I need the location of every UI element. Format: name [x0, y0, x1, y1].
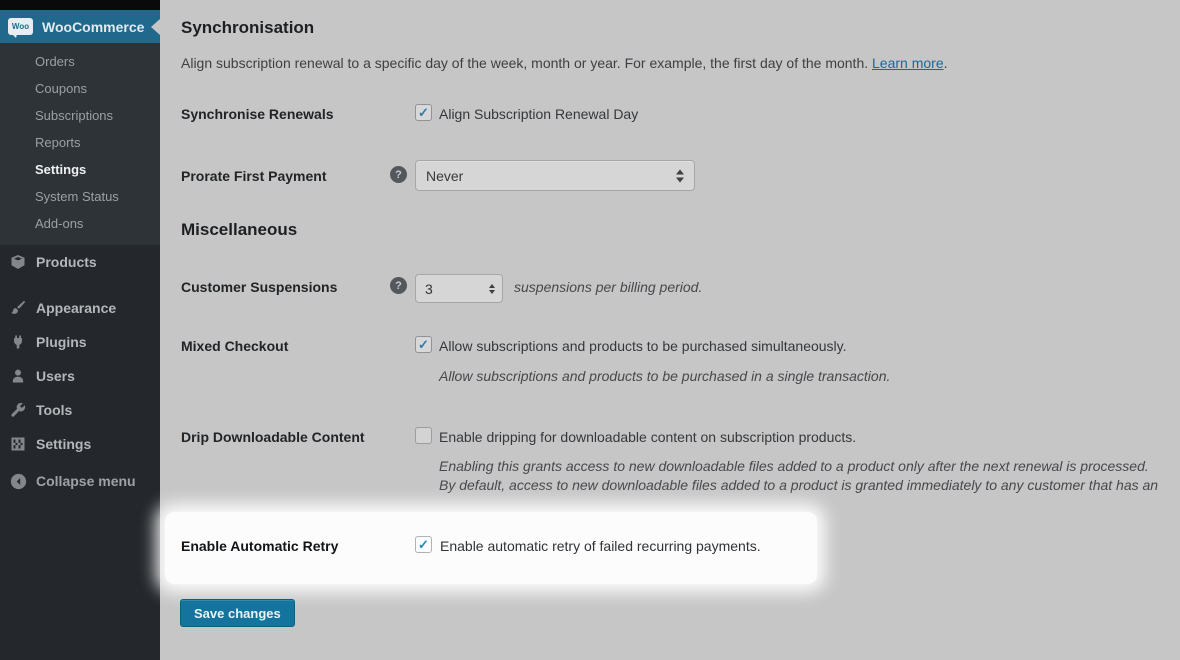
settings-content: [160, 0, 1180, 660]
check-icon: ✓: [418, 105, 429, 120]
setting-description-line: By default, access to new downloadable files added to a product is granted immediately to any customer that has an: [439, 477, 1159, 493]
sidebar-item-products[interactable]: [0, 245, 160, 279]
sidebar-item-plugins[interactable]: [0, 325, 160, 359]
sidebar-item-label: Users: [36, 368, 75, 384]
enable-automatic-retry-checkbox[interactable]: [415, 536, 432, 553]
sidebar-item-label: Collapse menu: [36, 473, 136, 489]
setting-description: Allow subscriptions and products to be purchased in a single transaction.: [439, 368, 891, 384]
products-icon: [9, 253, 27, 271]
mixed-checkout-checkbox[interactable]: [415, 336, 432, 353]
help-icon[interactable]: ?: [390, 166, 407, 183]
admin-sidebar: [0, 0, 160, 660]
setting-label-prorate-first-payment: Prorate First Payment: [181, 168, 327, 184]
number-stepper-arrows-icon[interactable]: [489, 284, 495, 294]
setting-description-line: Enabling this grants access to new downloadable files added to a product only after the next renewal is processed.: [439, 458, 1149, 474]
synchronise-renewals-checkbox[interactable]: [415, 104, 432, 121]
sidebar-item-label: Plugins: [36, 334, 87, 350]
appearance-icon: [9, 299, 27, 317]
users-icon: [9, 367, 27, 385]
settings-icon: [9, 435, 27, 453]
woocommerce-logo-icon: Woo: [8, 18, 33, 35]
woocommerce-submenu: [0, 43, 160, 245]
input-suffix-text: suspensions per billing period.: [514, 279, 703, 295]
tools-icon: [9, 401, 27, 419]
checkbox-label[interactable]: Allow subscriptions and products to be purchased simultaneously.: [439, 338, 847, 354]
sidebar-item-coupons[interactable]: Coupons: [35, 81, 88, 96]
admin-menu: [0, 245, 160, 498]
setting-label-enable-automatic-retry: Enable Automatic Retry: [181, 538, 339, 554]
select-arrows-icon: [676, 169, 684, 182]
setting-label-mixed-checkout: Mixed Checkout: [181, 338, 289, 354]
sidebar-item-collapse-menu[interactable]: [0, 464, 160, 498]
sidebar-item-label: Settings: [36, 436, 92, 452]
sidebar-item-orders[interactable]: Orders: [35, 54, 75, 69]
setting-label-customer-suspensions: Customer Suspensions: [181, 279, 338, 295]
section-title-miscellaneous: Miscellaneous: [181, 220, 298, 239]
checkbox-label[interactable]: Enable automatic retry of failed recurring payments.: [440, 538, 761, 554]
check-icon: ✓: [418, 537, 429, 552]
sidebar-item-label: WooCommerce: [42, 18, 145, 35]
help-icon[interactable]: ?: [390, 277, 407, 294]
drip-downloadable-checkbox[interactable]: [415, 427, 432, 444]
admin-bar-strip: [0, 0, 160, 10]
section-title-synchronisation: Synchronisation: [181, 18, 315, 37]
setting-label-drip-downloadable-content: Drip Downloadable Content: [181, 429, 365, 445]
plugins-icon: [9, 333, 27, 351]
collapse-menu-icon: [9, 472, 27, 490]
check-icon: ✓: [418, 337, 429, 352]
sidebar-item-label: Appearance: [36, 300, 117, 316]
prorate-first-payment-select[interactable]: [415, 160, 695, 191]
sidebar-item-settings-general[interactable]: [0, 427, 160, 461]
section-description: [181, 55, 948, 71]
customer-suspensions-input[interactable]: [415, 274, 503, 303]
sidebar-item-system-status[interactable]: System Status: [35, 189, 119, 204]
select-value: Never: [426, 167, 464, 184]
sidebar-item-woocommerce[interactable]: [0, 10, 160, 43]
section-description-suffix: .: [943, 55, 948, 71]
sidebar-item-label: Tools: [36, 402, 73, 418]
sidebar-item-settings-current[interactable]: Settings: [35, 162, 87, 177]
sidebar-item-appearance[interactable]: [0, 291, 160, 325]
section-description-text: Align subscription renewal to a specific day of the week, month or year. For example, the first day of the month.: [181, 55, 873, 71]
input-value: 3: [425, 280, 433, 297]
current-menu-arrow-icon: [151, 19, 160, 35]
checkbox-label[interactable]: Enable dripping for downloadable content on subscription products.: [439, 429, 857, 445]
sidebar-item-addons[interactable]: Add-ons: [35, 216, 84, 231]
save-changes-button[interactable]: Save changes: [180, 599, 295, 627]
learn-more-link[interactable]: Learn more: [872, 55, 944, 71]
setting-label-synchronise-renewals: Synchronise Renewals: [181, 106, 334, 122]
sidebar-item-label: Products: [36, 254, 97, 270]
checkbox-label[interactable]: Align Subscription Renewal Day: [439, 106, 639, 122]
sidebar-item-tools[interactable]: [0, 393, 160, 427]
sidebar-item-reports[interactable]: Reports: [35, 135, 81, 150]
sidebar-item-users[interactable]: [0, 359, 160, 393]
sidebar-item-subscriptions[interactable]: Subscriptions: [35, 108, 114, 123]
